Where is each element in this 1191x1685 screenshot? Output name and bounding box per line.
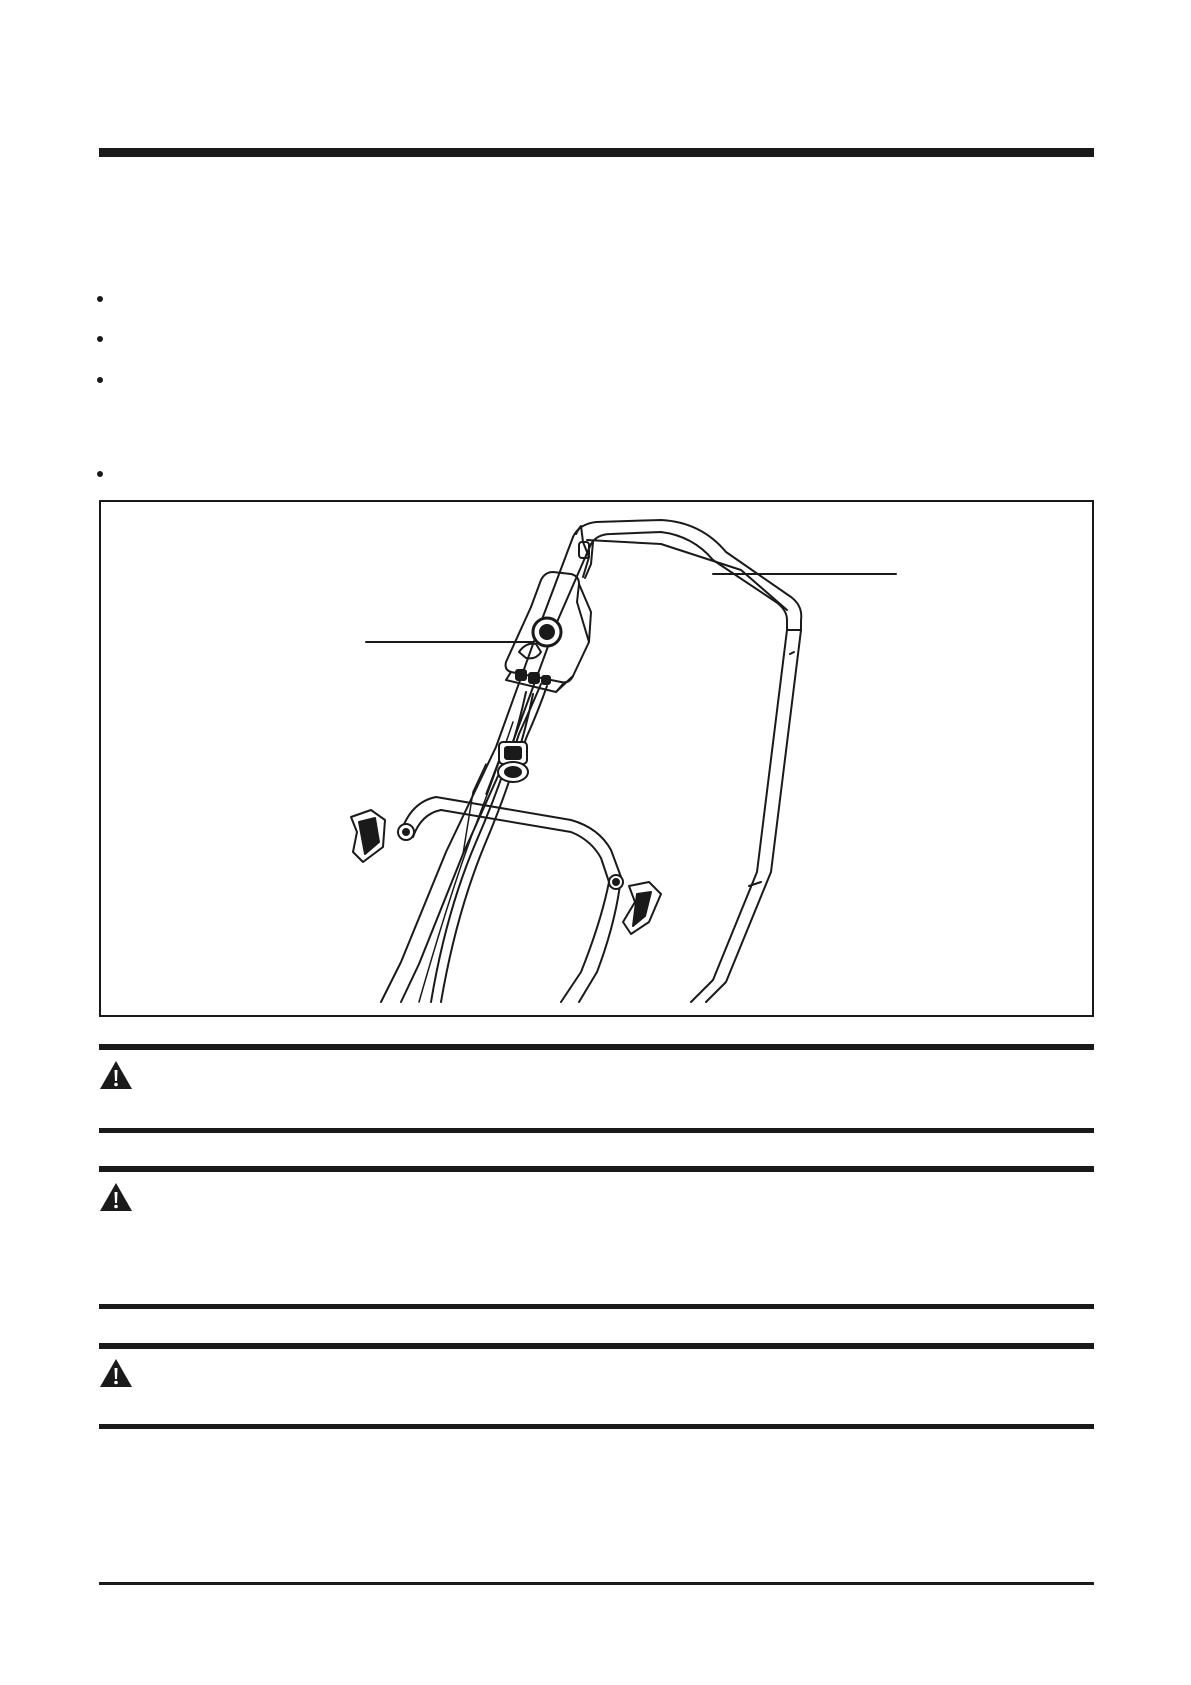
mower-handle-illustration	[101, 502, 1092, 1015]
bullet-dot-4	[97, 471, 103, 477]
notice-1-top-rule	[99, 1044, 1094, 1050]
bullet-dot-2	[97, 336, 103, 342]
warning-triangle-icon	[99, 1358, 133, 1388]
bullet-dot-1	[97, 296, 103, 302]
figure-frame	[99, 500, 1094, 1017]
header-rule	[99, 148, 1094, 157]
notice-1-bottom-rule	[99, 1128, 1094, 1133]
warning-triangle-icon	[99, 1182, 133, 1212]
bullet-dot-3	[97, 377, 103, 383]
footer-rule	[99, 1582, 1094, 1585]
warning-triangle-icon	[99, 1060, 133, 1090]
notice-2-bottom-rule	[99, 1304, 1094, 1309]
notice-2-top-rule	[99, 1166, 1094, 1172]
notice-3-bottom-rule	[99, 1424, 1094, 1429]
notice-3-top-rule	[99, 1343, 1094, 1349]
